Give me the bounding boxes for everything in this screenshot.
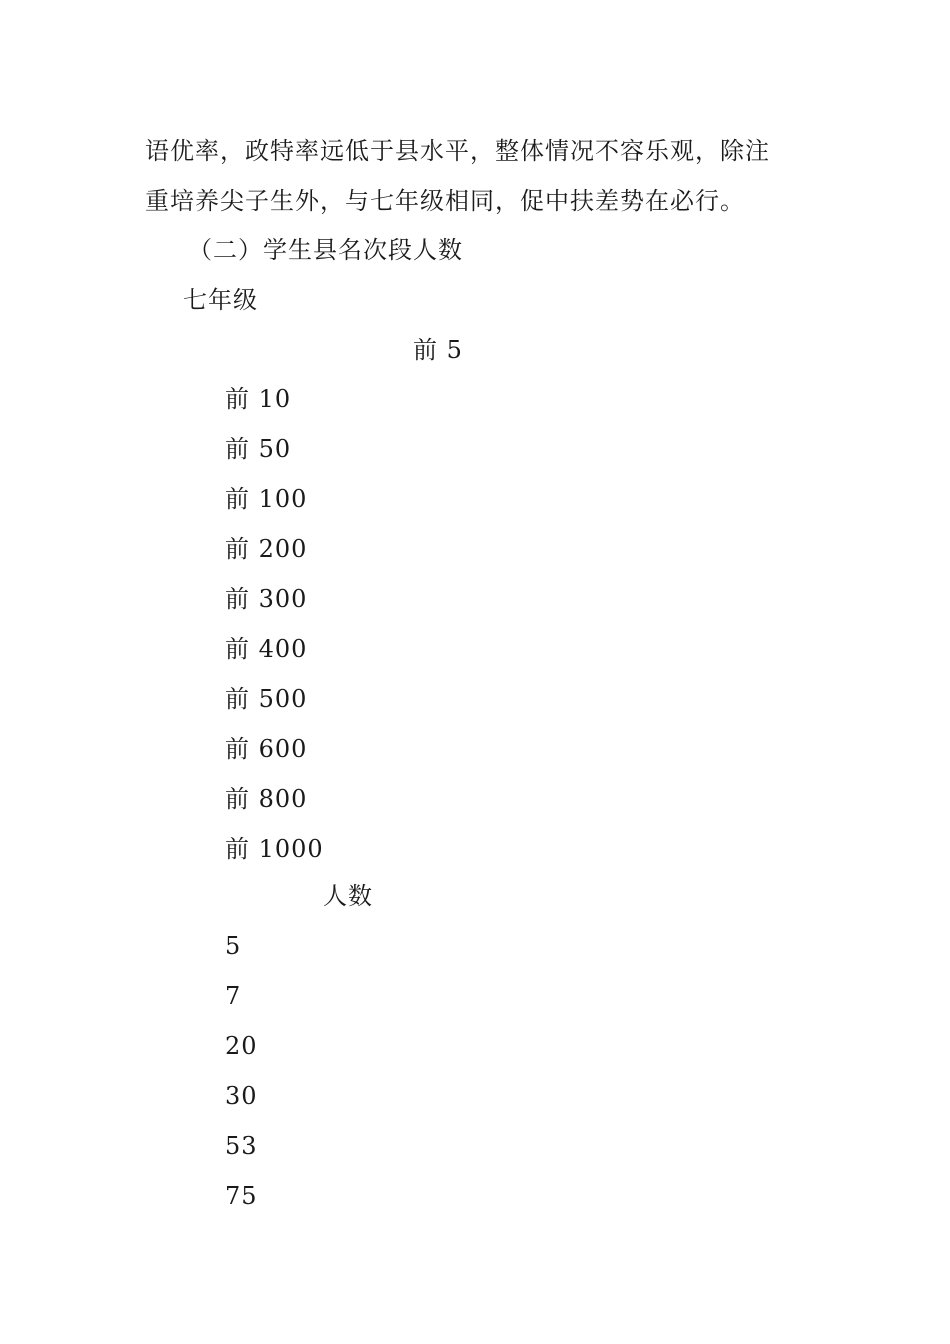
paragraph-line-1: 语优率，政特率远低于县水平，整体情况不容乐观，除注 — [145, 137, 770, 165]
rank-item: 前 200 — [225, 535, 308, 563]
rank-item: 前 10 — [225, 385, 292, 413]
count-list — [225, 931, 258, 1231]
rank-item: 前 300 — [225, 585, 308, 613]
rank-item: 前 800 — [225, 785, 308, 813]
grade-label: 七年级 — [183, 286, 258, 314]
count-item: 20 — [225, 1032, 258, 1060]
count-header: 人数 — [323, 882, 373, 910]
count-item: 30 — [225, 1082, 258, 1110]
rank-item: 前 400 — [225, 635, 308, 663]
paragraph-line-2: 重培养尖子生外，与七年级相同，促中扶差势在必行。 — [145, 187, 745, 215]
count-item: 5 — [225, 932, 242, 960]
count-item: 75 — [225, 1182, 258, 1210]
rank-header: 前 5 — [413, 336, 463, 364]
rank-item: 前 50 — [225, 435, 292, 463]
section-heading: （二）学生县名次段人数 — [188, 236, 463, 264]
rank-item: 前 100 — [225, 485, 308, 513]
rank-list — [225, 384, 324, 884]
rank-item: 前 600 — [225, 735, 308, 763]
count-item: 53 — [225, 1132, 258, 1160]
rank-item: 前 500 — [225, 685, 308, 713]
rank-item: 前 1000 — [225, 835, 324, 863]
count-item: 7 — [225, 982, 242, 1010]
